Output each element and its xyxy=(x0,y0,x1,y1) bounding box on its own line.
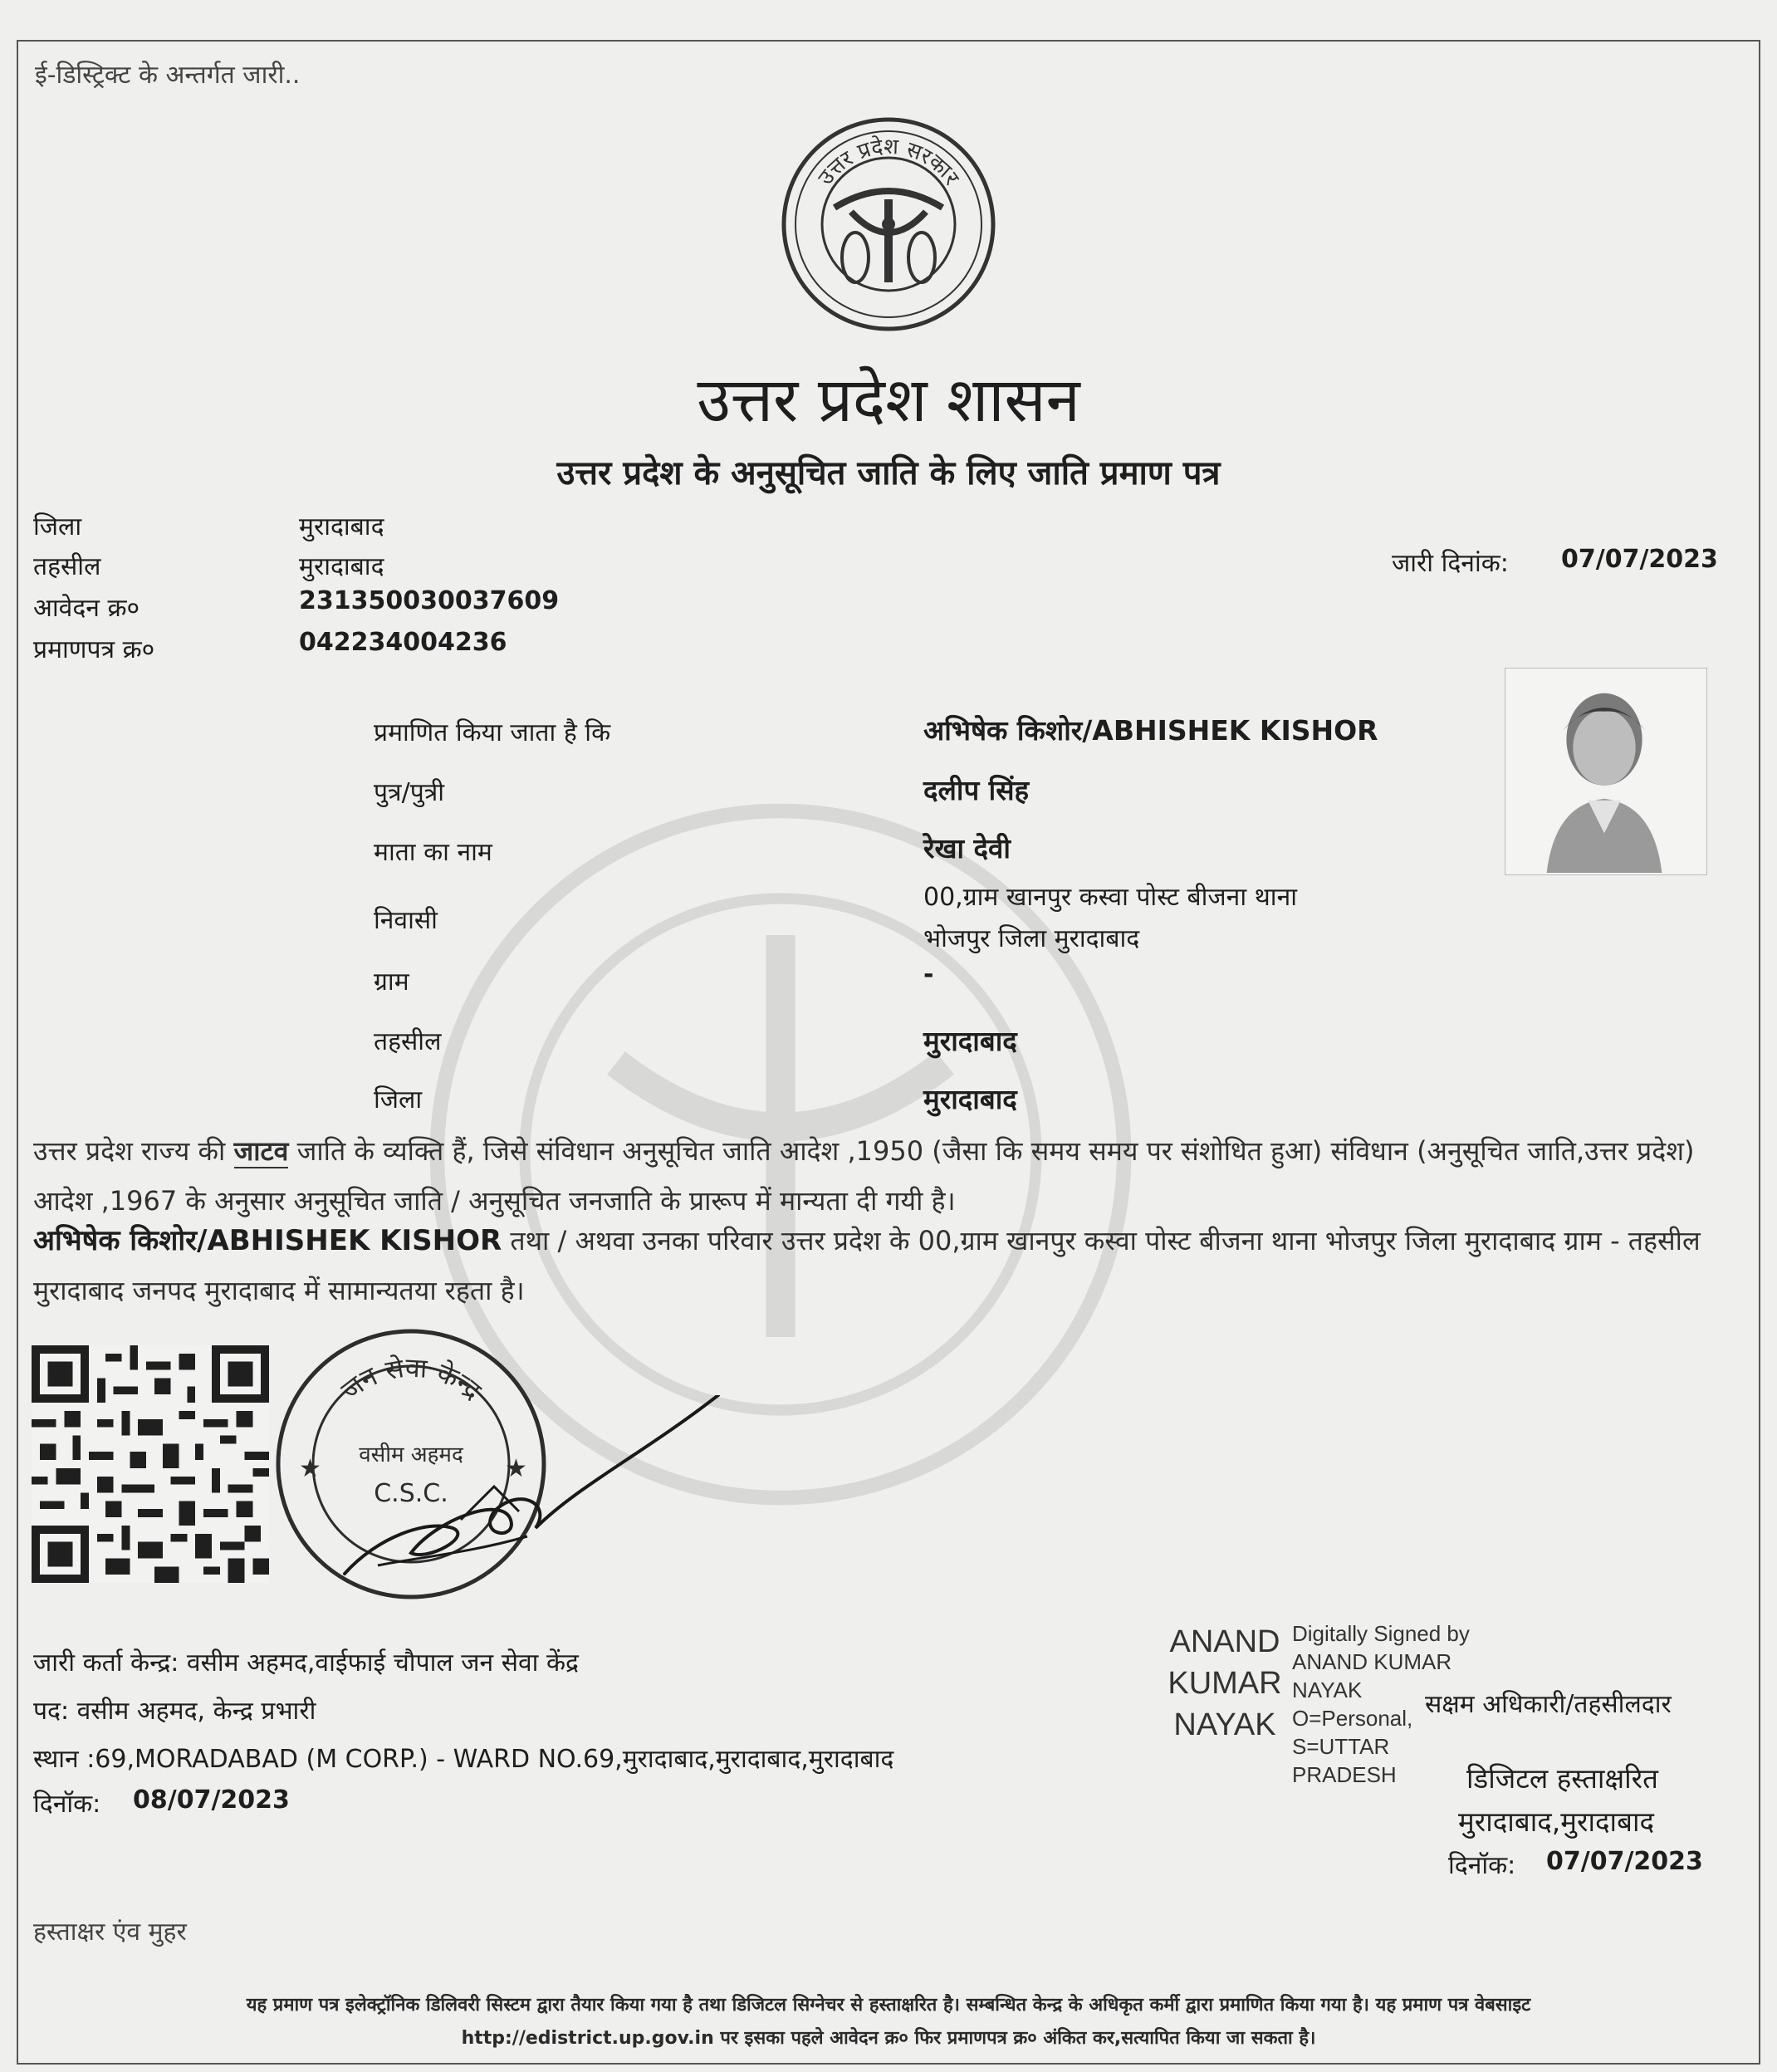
detail-label-certified: प्रमाणित किया जाता है कि xyxy=(374,718,611,747)
detail-value-village: - xyxy=(923,960,934,989)
digital-signature-details: Digitally Signed by ANAND KUMAR NAYAK O=Personal, S=UTTAR PRADESH xyxy=(1292,1621,1470,1787)
svg-text:वसीम अहमद: वसीम अहमद xyxy=(359,1443,463,1467)
detail-value-father: दलीप सिंह xyxy=(923,774,1030,806)
detail-label-district: जिला xyxy=(374,1085,423,1114)
authority-place: मुरादाबाद,मुरादाबाद xyxy=(1458,1805,1655,1838)
page-title: उत्तर प्रदेश शासन xyxy=(697,365,1080,436)
issuer-post: पद: वसीम अहमद, केन्द्र प्रभारी xyxy=(33,1697,316,1726)
issuer-place: स्थान :69,MORADABAD (M CORP.) - WARD NO.69,मुरादाबाद,मुरादाबाद,मुरादाबाद xyxy=(33,1745,894,1774)
residence-statement xyxy=(33,1216,1744,1315)
meta-label-district: जिला xyxy=(33,512,82,541)
caste-statement xyxy=(33,1126,1744,1226)
header-note: ई-डिस्ट्रिक्ट के अन्तर्गत जारी.. xyxy=(35,61,301,90)
detail-value-mother: रेखा देवी xyxy=(923,832,1011,865)
meta-value-certificate-no: 042234004236 xyxy=(299,628,507,657)
svg-text:★: ★ xyxy=(505,1454,527,1483)
detail-value-address-line1: 00,ग्राम खानपुर कस्वा पोस्ट बीजना थाना xyxy=(923,883,1297,912)
authority-digitally-signed: डिजिटल हस्ताक्षरित xyxy=(1466,1762,1658,1795)
detail-label-resident: निवासी xyxy=(374,906,438,935)
svg-text:जन सेवा केन्द्र: जन सेवा केन्द्र xyxy=(335,1351,488,1407)
digital-signer-name: ANAND KUMAR NAYAK xyxy=(1168,1624,1282,1742)
qr-code-icon xyxy=(32,1345,269,1583)
person-photo-icon xyxy=(1505,669,1705,873)
residence-statement-rest: तथा / अथवा उनका परिवार उत्तर प्रदेश के 00,ग्राम खानपुर कस्वा पोस्ट बीजना थाना भोजपुर जिला मुरादाबाद ग्राम - तहसील मुरादाबाद जनपद मुरादाबाद में सामान्यतया रहता है। xyxy=(33,1225,1701,1306)
caste-statement-post: जाति के व्यक्ति हैं, जिसे संविधान अनुसूचित जाति आदेश ,1950 (जैसा कि समय समय पर संशोधित हुआ) संविधान (अनुसूचित जाति,उत्तर प्रदेश) आदेश ,1967 के अनुसार अनुसूचित जाति / अनुसूचित जनजाति के प्रारूप में मान्यता दी गयी है। xyxy=(33,1135,1695,1217)
detail-value-district: मुरादाबाद xyxy=(923,1083,1017,1115)
meta-label-tehsil: तहसील xyxy=(33,552,101,581)
issuing-centre: जारी कर्ता केन्द्र: वसीम अहमद,वाईफाई चौपाल जन सेवा केंद्र xyxy=(33,1648,579,1678)
caste-name: जाटव xyxy=(233,1135,289,1167)
authority-date-label: दिनॉक: xyxy=(1448,1851,1516,1880)
detail-label-mother: माता का नाम xyxy=(374,838,492,867)
up-government-emblem-icon xyxy=(772,108,1005,340)
residence-statement-name: अभिषेक किशोर/ABHISHEK KISHOR xyxy=(33,1224,502,1257)
handwritten-signature-icon xyxy=(328,1395,727,1586)
detail-label-parent: पुत्र/पुत्री xyxy=(374,778,445,807)
meta-value-district: मुरादाबाद xyxy=(299,512,384,541)
meta-label-application-no: आवेदन क्र० xyxy=(33,594,140,623)
meta-value-tehsil: मुरादाबाद xyxy=(299,552,384,581)
issuer-date-value: 08/07/2023 xyxy=(133,1785,290,1815)
issue-date-label: जारी दिनांक: xyxy=(1392,549,1509,578)
meta-value-application-no: 231350030037609 xyxy=(299,586,560,615)
footer-line-1: यह प्रमाण पत्र इलेक्ट्रॉनिक डिलिवरी सिस्टम द्वारा तैयार किया गया है तथा डिजिटल सिग्नेचर से हस्ताक्षरित है। सम्बन्धित केन्द्र के अधिकृत कर्मी द्वारा प्रमाणित किया गया है। यह प्रमाण पत्र वेबसाइट xyxy=(246,1995,1531,2016)
svg-text:C.S.C.: C.S.C. xyxy=(374,1479,448,1508)
detail-value-name: अभिषेक किशोर/ABHISHEK KISHOR xyxy=(923,714,1378,747)
detail-label-village: ग्राम xyxy=(374,967,409,997)
detail-value-address-line2: भोजपुर जिला मुरादाबाद xyxy=(923,924,1140,953)
caste-statement-pre: उत्तर प्रदेश राज्य की xyxy=(33,1135,234,1167)
footer-line-2: http://edistrict.up.gov.in पर इसका पहले आवेदन क्र० फिर प्रमाणपत्र क्र० अंकित कर,सत्यापित किया जा सकता है। xyxy=(461,2028,1316,2049)
verification-footer xyxy=(33,1989,1744,2055)
authority-title: सक्षम अधिकारी/तहसीलदार xyxy=(1425,1690,1672,1719)
signature-seal-label: हस्ताक्षर एंव मुहर xyxy=(33,1918,187,1947)
certificate-subtitle: उत्तर प्रदेश के अनुसूचित जाति के लिए जाति प्रमाण पत्र xyxy=(556,454,1221,492)
issue-date-value: 07/07/2023 xyxy=(1561,545,1718,574)
svg-text:उत्तर प्रदेश सरकार: उत्तर प्रदेश सरकार xyxy=(813,134,964,190)
applicant-photo xyxy=(1505,668,1707,875)
issuer-date-label: दिनॉक: xyxy=(33,1790,101,1819)
svg-text:★: ★ xyxy=(299,1454,321,1483)
detail-label-tehsil: तहसील xyxy=(374,1027,442,1056)
detail-value-tehsil: मुरादाबाद xyxy=(923,1025,1017,1057)
meta-label-certificate-no: प्रमाणपत्र क्र० xyxy=(33,635,155,664)
authority-date-value: 07/07/2023 xyxy=(1546,1847,1703,1876)
